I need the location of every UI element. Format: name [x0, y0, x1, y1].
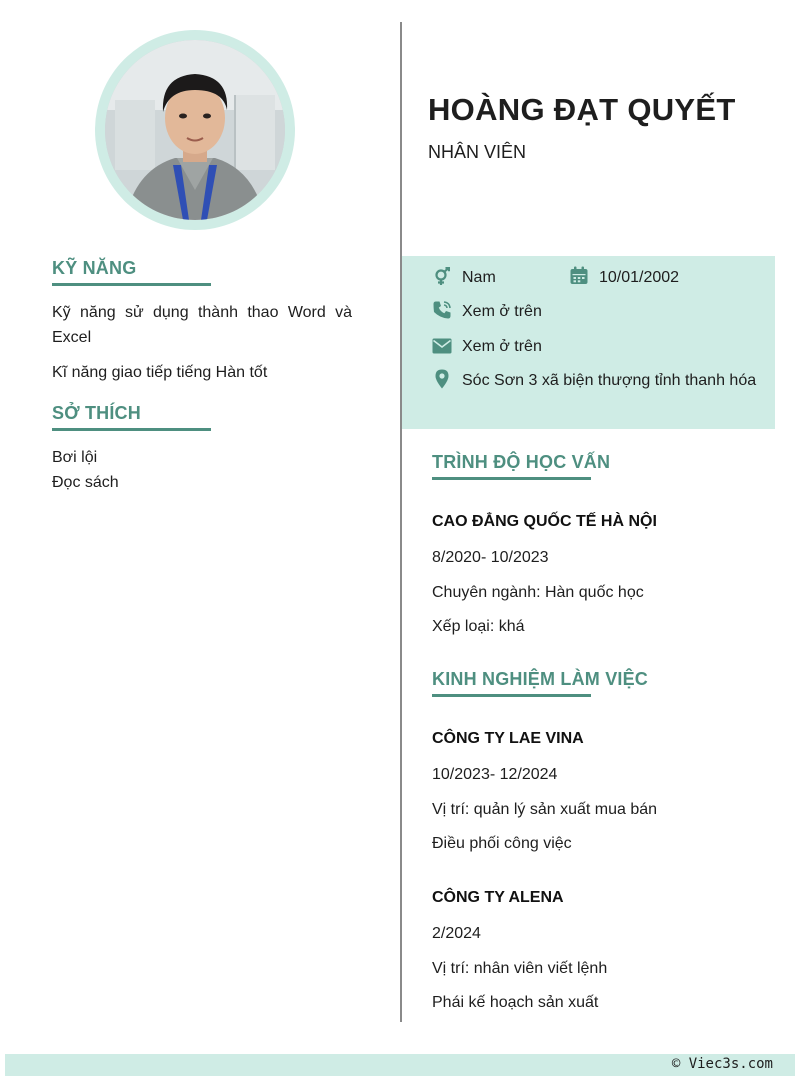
skill-item: Kỹ năng sử dụng thành thao Word và Excel	[52, 304, 352, 346]
education-grade: Xếp loại: khá	[432, 618, 525, 635]
hobby-item: Đọc sách	[52, 474, 119, 491]
job-period: 10/2023- 12/2024	[432, 766, 558, 783]
email-value: Xem ở trên	[462, 338, 542, 355]
company-name: CÔNG TY ALENA	[432, 889, 564, 906]
job-detail: Phái kế hoạch sản xuất	[432, 994, 599, 1011]
location-icon	[432, 369, 452, 389]
experience-underline	[432, 694, 591, 697]
footer-credit: © Viec3s.com	[671, 1056, 773, 1072]
company-name: CÔNG TY LAE VINA	[432, 730, 584, 747]
education-major: Chuyên ngành: Hàn quốc học	[432, 584, 644, 601]
phone-icon	[432, 300, 452, 320]
gender-value: Nam	[462, 269, 496, 286]
experience-heading: KINH NGHIỆM LÀM VIỆC	[432, 669, 649, 689]
birthdate-value: 10/01/2002	[599, 269, 680, 286]
column-divider	[400, 22, 402, 1022]
hobby-item: Bơi lội	[52, 449, 98, 466]
job-position: Vị trí: quản lý sản xuất mua bán	[432, 801, 658, 818]
education-underline	[432, 477, 591, 480]
hobbies-underline	[52, 428, 211, 431]
education-period: 8/2020- 10/2023	[432, 549, 549, 566]
phone-value: Xem ở trên	[462, 303, 542, 320]
avatar-ring	[95, 30, 295, 230]
address-value: Sóc Sơn 3 xã biện thượng tỉnh thanh hóa	[462, 372, 757, 389]
avatar	[105, 40, 285, 220]
job-detail: Điều phối công việc	[432, 835, 572, 852]
contact-info-box	[402, 256, 775, 429]
gender-icon	[432, 267, 452, 287]
school-name: CAO ĐẲNG QUỐC TẾ HÀ NỘI	[432, 513, 657, 530]
full-name: HOÀNG ĐẠT QUYẾT	[428, 92, 736, 127]
job-title: NHÂN VIÊN	[428, 142, 527, 162]
job-period: 2/2024	[432, 925, 481, 942]
hobbies-heading: SỞ THÍCH	[52, 403, 141, 423]
email-icon	[432, 336, 452, 356]
skills-underline	[52, 283, 211, 286]
footer-bar	[5, 1054, 795, 1076]
calendar-icon	[569, 266, 589, 286]
job-position: Vị trí: nhân viên viết lệnh	[432, 960, 608, 977]
skill-item: Kĩ năng giao tiếp tiếng Hàn tốt	[52, 364, 268, 381]
education-heading: TRÌNH ĐỘ HỌC VẤN	[432, 452, 611, 472]
skills-heading: KỸ NĂNG	[52, 258, 137, 278]
